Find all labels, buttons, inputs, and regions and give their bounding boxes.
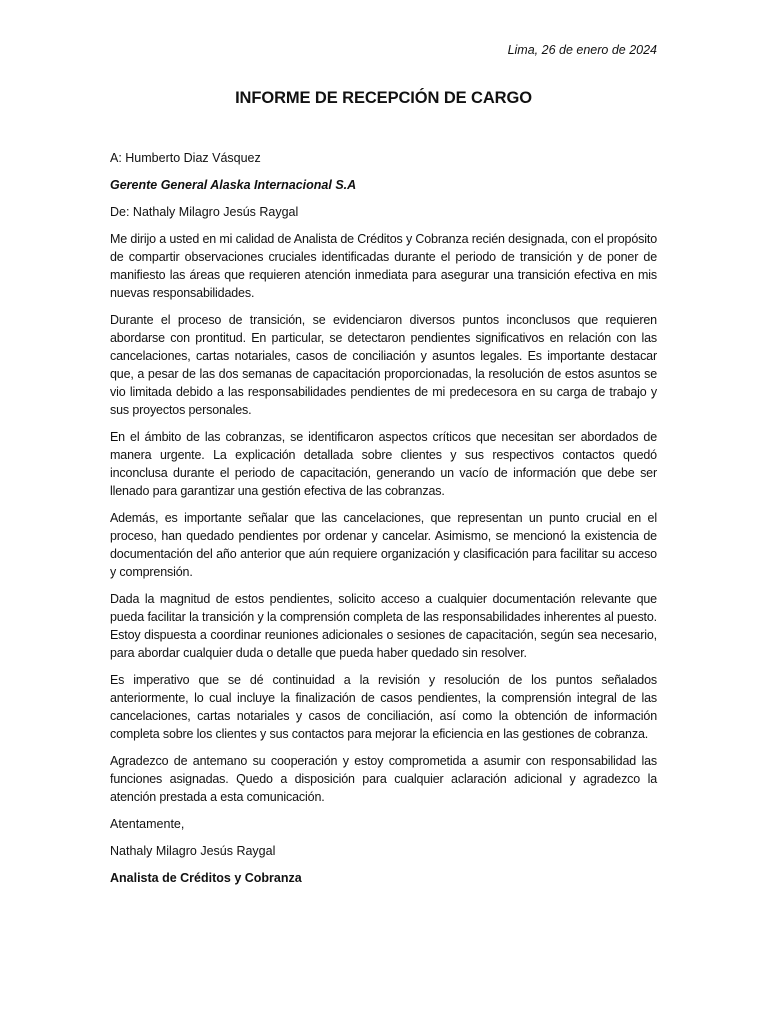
paragraph-1: Me dirijo a usted en mi calidad de Analista de Créditos y Cobranza recién designada, con el propósito de compartir observaciones cruciales identificadas durante el periodo de transición y de poner de manifiesto las áreas que requieren atención inmediata para asegurar una transición efectiva en mis nuevas responsabilidades.: [110, 232, 657, 300]
sender-from: De: Nathaly Milagro Jesús Raygal: [110, 205, 299, 219]
paragraph-2: Durante el proceso de transición, se evidenciaron diversos puntos inconclusos que requieren abordarse con prontitud. En particular, se detectaron pendientes significativos en relación con las cancelaciones, cartas notariales, casos de conciliación y asuntos legales. Es importante destacar que, a pesar de las dos semanas de capacitación proporcionadas, la resolución de estos asuntos se vio limitada debido a las responsabilidades pendientes de mi predecesora en su carga de trabajo y sus proyectos personales.: [110, 313, 657, 417]
paragraph-6: Es imperativo que se dé continuidad a la revisión y resolución de los puntos señalados anteriormente, lo cual incluye la finalización de casos pendientes, la comprensión integral de las cancelaciones, cartas notariales y casos de conciliación, así como la obtención de información completa sobre los clientes y sus contactos para mejorar la eficiencia en las gestiones de cobranza.: [110, 673, 657, 741]
letter-body: [110, 149, 657, 896]
paragraph-7: Agradezco de antemano su cooperación y estoy comprometida a asumir con responsabilidad las funciones asignadas. Quedo a disposición para cualquier aclaración adicional y agradezco la atención prestada a esta comunicación.: [110, 754, 657, 804]
letter-page: [110, 0, 657, 1024]
letter-date: Lima, 26 de enero de 2024: [507, 43, 657, 57]
closing-salutation: Atentamente,: [110, 817, 185, 831]
paragraph-4: Además, es importante señalar que las cancelaciones, que representan un punto crucial en el proceso, han quedado pendientes por ordenar y cancelar. Asimismo, se mencionó la existencia de documentación del año anterior que aún requiere organización y clasificación para facilitar su acceso y comprensión.: [110, 511, 657, 579]
addressee-to: A: Humberto Diaz Vásquez: [110, 151, 261, 165]
paragraph-5: Dada la magnitud de estos pendientes, solicito acceso a cualquier documentación relevante que pueda facilitar la transición y la comprensión completa de las responsabilidades inherentes al puesto. Estoy dispuesta a coordinar reuniones adicionales o sesiones de capacitación, según sea necesario, para abordar cualquier duda o detalle que pueda haber quedado sin resolver.: [110, 592, 657, 660]
addressee-position: Gerente General Alaska Internacional S.A: [110, 178, 357, 192]
letter-title: INFORME DE RECEPCIÓN DE CARGO: [235, 89, 532, 107]
signature-role: Analista de Créditos y Cobranza: [110, 871, 302, 885]
signature-name: Nathaly Milagro Jesús Raygal: [110, 844, 276, 858]
paragraph-3: En el ámbito de las cobranzas, se identificaron aspectos críticos que necesitan ser abordados de manera urgente. La explicación detallada sobre clientes y sus respectivos contactos quedó inconclusa durante el periodo de capacitación, generando un vacío de información que debe ser llenado para garantizar una gestión efectiva de las cobranzas.: [110, 430, 657, 498]
